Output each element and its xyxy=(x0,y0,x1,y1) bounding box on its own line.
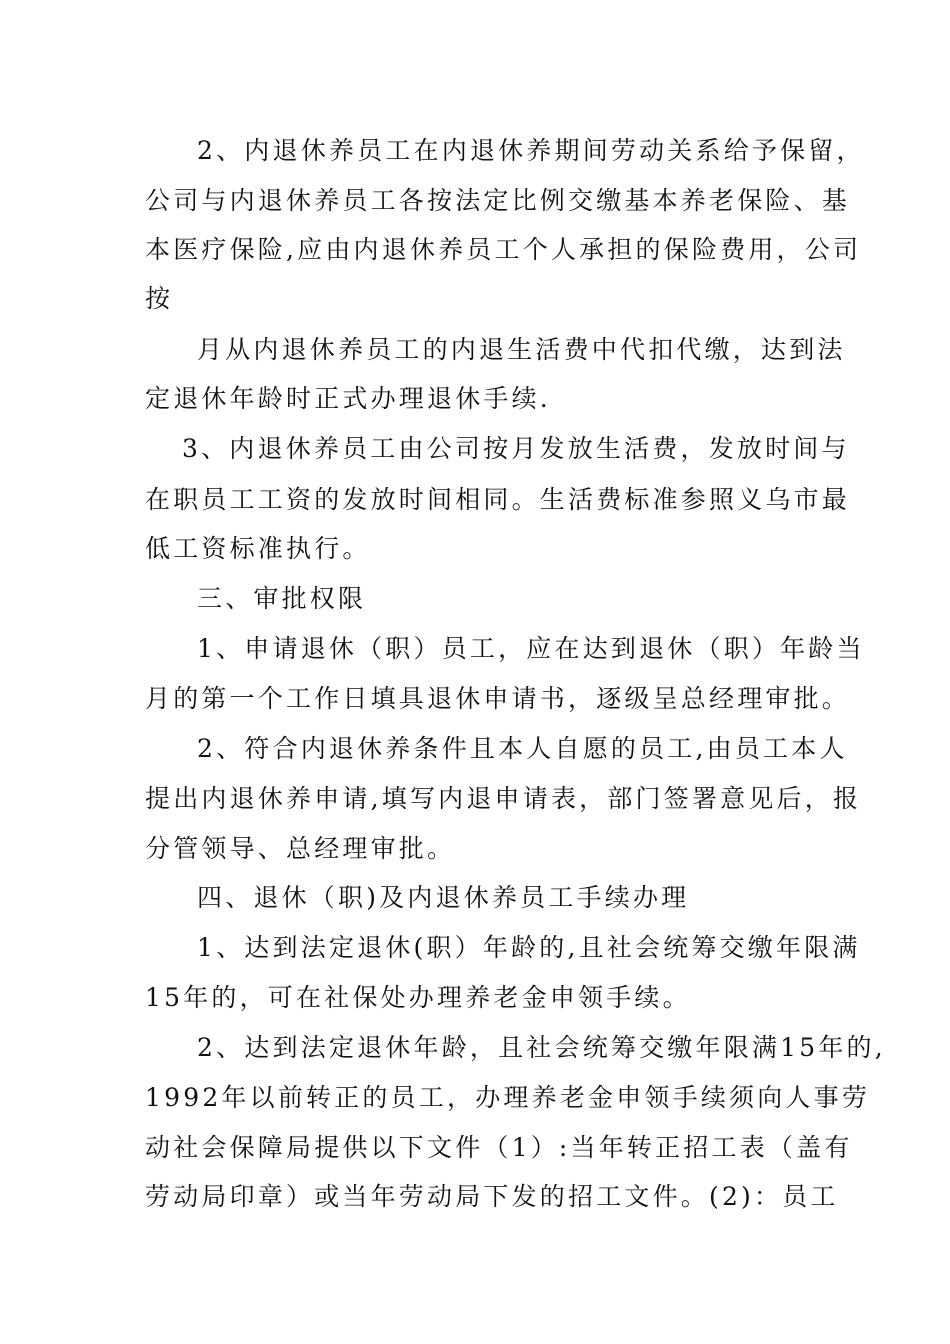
paragraph-line: 1、申请退休（职）员工，应在达到退休（职）年龄当 xyxy=(197,634,865,663)
paragraph-line: 本医疗保险,应由内退休养员工个人承担的保险费用，公司 xyxy=(145,235,862,264)
paragraph-line: 提出内退休养申请,填写内退申请表，部门签署意见后，报 xyxy=(145,784,862,813)
paragraph-line: 月从内退休养员工的内退生活费中代扣代缴，达到法 xyxy=(197,335,846,364)
paragraph-line: 低工资标准执行。 xyxy=(145,534,371,563)
paragraph-line: 劳动局印章）或当年劳动局下发的招工文件。(2)：员工 xyxy=(145,1182,839,1211)
paragraph-line: 月的第一个工作日填具退休申请书，逐级呈总经理审批。 xyxy=(145,684,851,713)
paragraph-line: 在职员工工资的发放时间相同。生活费标准参照义乌市最 xyxy=(145,485,851,514)
paragraph-line: 动社会保障局提供以下文件（1）:当年转正招工表（盖有 xyxy=(145,1133,853,1162)
paragraph-line: 2、内退休养员工在内退休养期间劳动关系给予保留， xyxy=(197,136,865,165)
section-heading: 四、退休（职)及内退休养员工手续办理 xyxy=(197,883,690,912)
paragraph-line: 15年的，可在社保处办理养老金申领手续。 xyxy=(145,983,691,1012)
paragraph-line: 定退休年龄时正式办理退休手续. xyxy=(145,384,551,413)
paragraph-line: 2、达到法定退休年龄，且社会统筹交缴年限满15年的, xyxy=(197,1033,886,1062)
paragraph-line: 1992年以前转正的员工，办理养老金申领手续须向人事劳 xyxy=(145,1083,871,1112)
paragraph-line: 3、内退休养员工由公司按月发放生活费，发放时间与 xyxy=(182,434,850,463)
paragraph-line: 2、符合内退休养条件且本人自愿的员工,由员工本人 xyxy=(197,734,848,763)
paragraph-line: 分管领导、总经理审批。 xyxy=(145,834,456,863)
paragraph-line: 按 xyxy=(145,284,174,313)
section-heading: 三、审批权限 xyxy=(197,584,367,613)
paragraph-line: 1、达到法定退休(职）年龄的,且社会统筹交缴年限满 xyxy=(197,933,861,962)
paragraph-line: 公司与内退休养员工各按法定比例交缴基本养老保险、基 xyxy=(145,186,851,215)
